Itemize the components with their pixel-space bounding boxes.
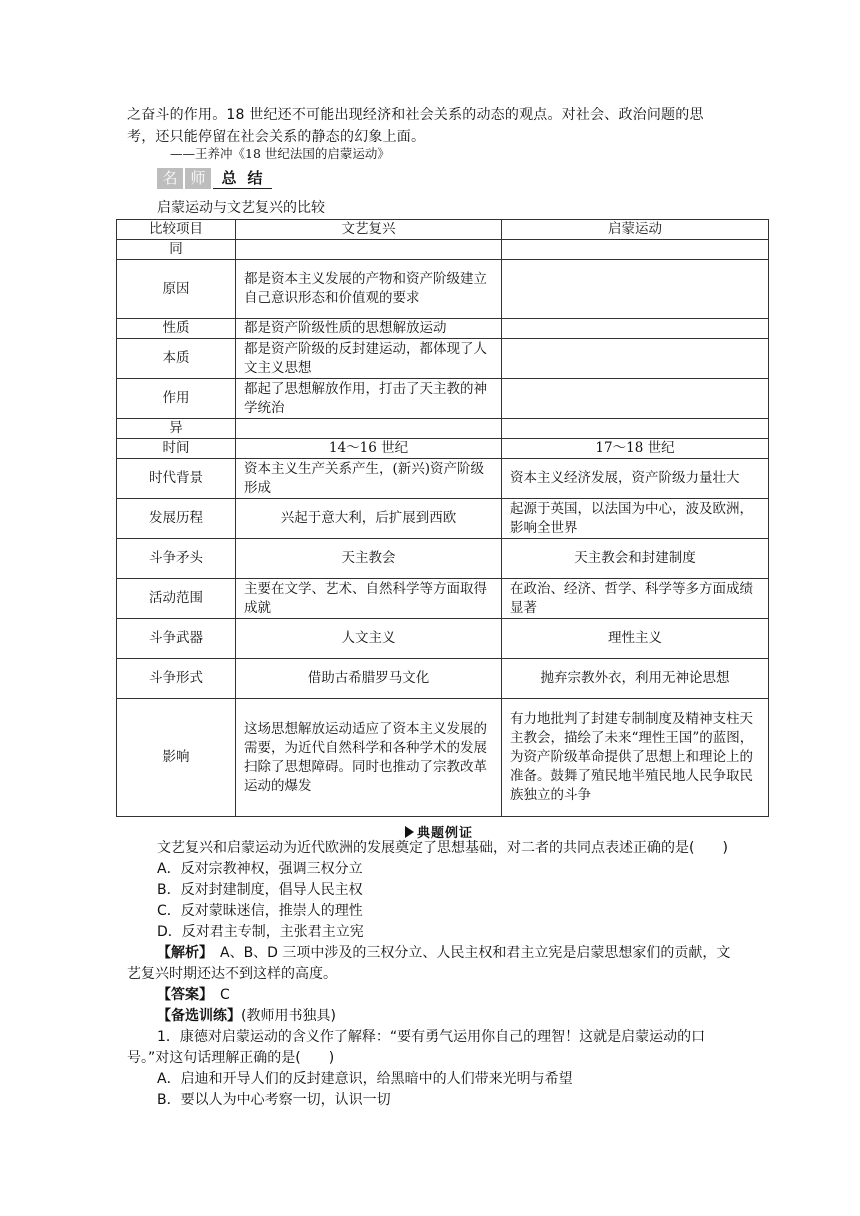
enlightenment-cell: 在政治、经济、哲学、科学等多方面成绩显著 xyxy=(502,579,769,619)
table-row xyxy=(117,439,769,459)
enlightenment-cell: 起源于英国，以法国为中心，波及欧洲，影响全世界 xyxy=(502,499,769,539)
row-item: 原因 xyxy=(117,260,236,319)
row-item: 发展历程 xyxy=(117,499,236,539)
row-item: 时代背景 xyxy=(117,459,236,499)
renaissance-cell: 主要在文学、艺术、自然科学等方面取得成就 xyxy=(236,579,502,619)
answer xyxy=(127,985,742,1006)
badge-char-1: 名 xyxy=(157,168,183,189)
row-item: 性质 xyxy=(117,319,236,339)
table-row xyxy=(117,499,769,539)
table-row xyxy=(117,699,769,817)
practice-q1-option-b: B．要以人为中心考察一切，认识一切 xyxy=(157,1092,391,1108)
example-heading-text: 典题例证 xyxy=(417,826,474,841)
row-item: 影响 xyxy=(117,699,236,817)
option-d: D．反对君主专制，主张君主立宪 xyxy=(157,924,364,940)
table-row xyxy=(117,260,769,319)
comparison-table xyxy=(116,219,769,817)
analysis xyxy=(127,943,742,985)
header-renaissance: 文艺复兴 xyxy=(236,220,502,240)
question-stem: 文艺复兴和启蒙运动为近代欧洲的发展奠定了思想基础，对二者的共同点表述正确的是( ) xyxy=(157,840,728,856)
option-c: C．反对蒙昧迷信，推崇人的理性 xyxy=(157,903,363,919)
row-item: 作用 xyxy=(117,379,236,419)
renaissance-cell: 这场思想解放运动适应了资本主义发展的需要，为近代自然科学和各种学术的发展扫除了思想障碍。同时也推动了宗教改革运动的爆发 xyxy=(236,699,502,817)
badge-char-2: 师 xyxy=(185,168,211,189)
table-row-same-label xyxy=(117,240,769,260)
header-item: 比较项目 xyxy=(117,220,236,240)
table-row xyxy=(117,579,769,619)
practice-heading xyxy=(127,1006,742,1027)
analysis-tag: 【解析】 xyxy=(157,945,206,961)
header-enlightenment: 启蒙运动 xyxy=(502,220,769,240)
question-section xyxy=(127,838,742,1111)
option-b: B．反对封建制度，倡导人民主权 xyxy=(157,882,363,898)
badge-underline xyxy=(213,188,272,189)
badge-char-4: 结 xyxy=(247,169,263,187)
section-badge-teacher-summary xyxy=(157,167,272,191)
table-row xyxy=(117,379,769,419)
table-row xyxy=(117,659,769,699)
practice-tag: 【备选训练】 xyxy=(157,1008,241,1024)
same-text: 都是资产阶级性质的思想解放运动 xyxy=(236,319,502,339)
answer-text: C xyxy=(206,987,230,1003)
same-label: 同 xyxy=(117,240,236,260)
enlightenment-cell: 抛弃宗教外衣，利用无神论思想 xyxy=(502,659,769,699)
enlightenment-cell: 天主教会和封建制度 xyxy=(502,539,769,579)
table-row-diff-label xyxy=(117,419,769,439)
row-item: 斗争武器 xyxy=(117,619,236,659)
answer-tag: 【答案】 xyxy=(157,987,206,1003)
renaissance-cell: 资本主义生产关系产生，(新兴)资产阶级形成 xyxy=(236,459,502,499)
renaissance-cell: 借助古希腊罗马文化 xyxy=(236,659,502,699)
intro-line-1: 之奋斗的作用。18 世纪还不可能出现经济和社会关系的动态的观点。对社会、政治问题的思 xyxy=(127,107,704,123)
diff-label: 异 xyxy=(117,419,236,439)
practice-note: (教师用书独具) xyxy=(241,1008,336,1024)
table-row xyxy=(117,319,769,339)
table-row xyxy=(117,339,769,379)
play-arrow-icon xyxy=(405,826,414,838)
renaissance-cell: 天主教会 xyxy=(236,539,502,579)
renaissance-cell: 14～16 世纪 xyxy=(236,439,502,459)
enlightenment-cell: 理性主义 xyxy=(502,619,769,659)
same-text: 都是资本主义发展的产物和资产阶级建立自己意识形态和价值观的要求 xyxy=(236,260,502,319)
same-text: 都是资产阶级的反封建运动，都体现了人文主义思想 xyxy=(236,339,502,379)
enlightenment-cell: 资本主义经济发展，资产阶级力量壮大 xyxy=(502,459,769,499)
intro-line-2: 考，还只能停留在社会关系的静态的幻象上面。 xyxy=(127,129,426,145)
table-row xyxy=(117,539,769,579)
row-item: 活动范围 xyxy=(117,579,236,619)
table-row xyxy=(117,619,769,659)
practice-q1-option-a: A．启迪和开导人们的反封建意识，给黑暗中的人们带来光明与希望 xyxy=(157,1071,573,1087)
table-header-row xyxy=(117,220,769,240)
analysis-text: A、B、D 三项中涉及的三权分立、人民主权和君主立宪是启蒙思想家们的贡献，文艺复兴时期还达不到这样的高度。 xyxy=(127,945,731,982)
quote-source: ——王养冲《18 世纪法国的启蒙运动》 xyxy=(170,146,390,161)
table-row xyxy=(117,459,769,499)
intro-paragraph xyxy=(127,104,742,148)
table-title: 启蒙运动与文艺复兴的比较 xyxy=(157,200,325,216)
renaissance-cell: 人文主义 xyxy=(236,619,502,659)
same-text: 都起了思想解放作用，打击了天主教的神学统治 xyxy=(236,379,502,419)
practice-q1-stem: 1．康德对启蒙运动的含义作了解释：“要有勇气运用你自己的理智！这就是启蒙运动的口号。”对这句话理解正确的是( ) xyxy=(127,1029,706,1066)
enlightenment-cell: 17～18 世纪 xyxy=(502,439,769,459)
row-item: 斗争形式 xyxy=(117,659,236,699)
renaissance-cell: 兴起于意大利，后扩展到西欧 xyxy=(236,499,502,539)
row-item: 本质 xyxy=(117,339,236,379)
badge-char-3: 总 xyxy=(221,169,237,187)
option-a: A．反对宗教神权，强调三权分立 xyxy=(157,861,363,877)
row-item: 时间 xyxy=(117,439,236,459)
row-item: 斗争矛头 xyxy=(117,539,236,579)
enlightenment-cell: 有力地批判了封建专制制度及精神支柱天主教会，描绘了未来“理性王国”的蓝图，为资产阶级革命提供了思想上和理论上的准备。鼓舞了殖民地半殖民地人民争取民族独立的斗争 xyxy=(502,699,769,817)
